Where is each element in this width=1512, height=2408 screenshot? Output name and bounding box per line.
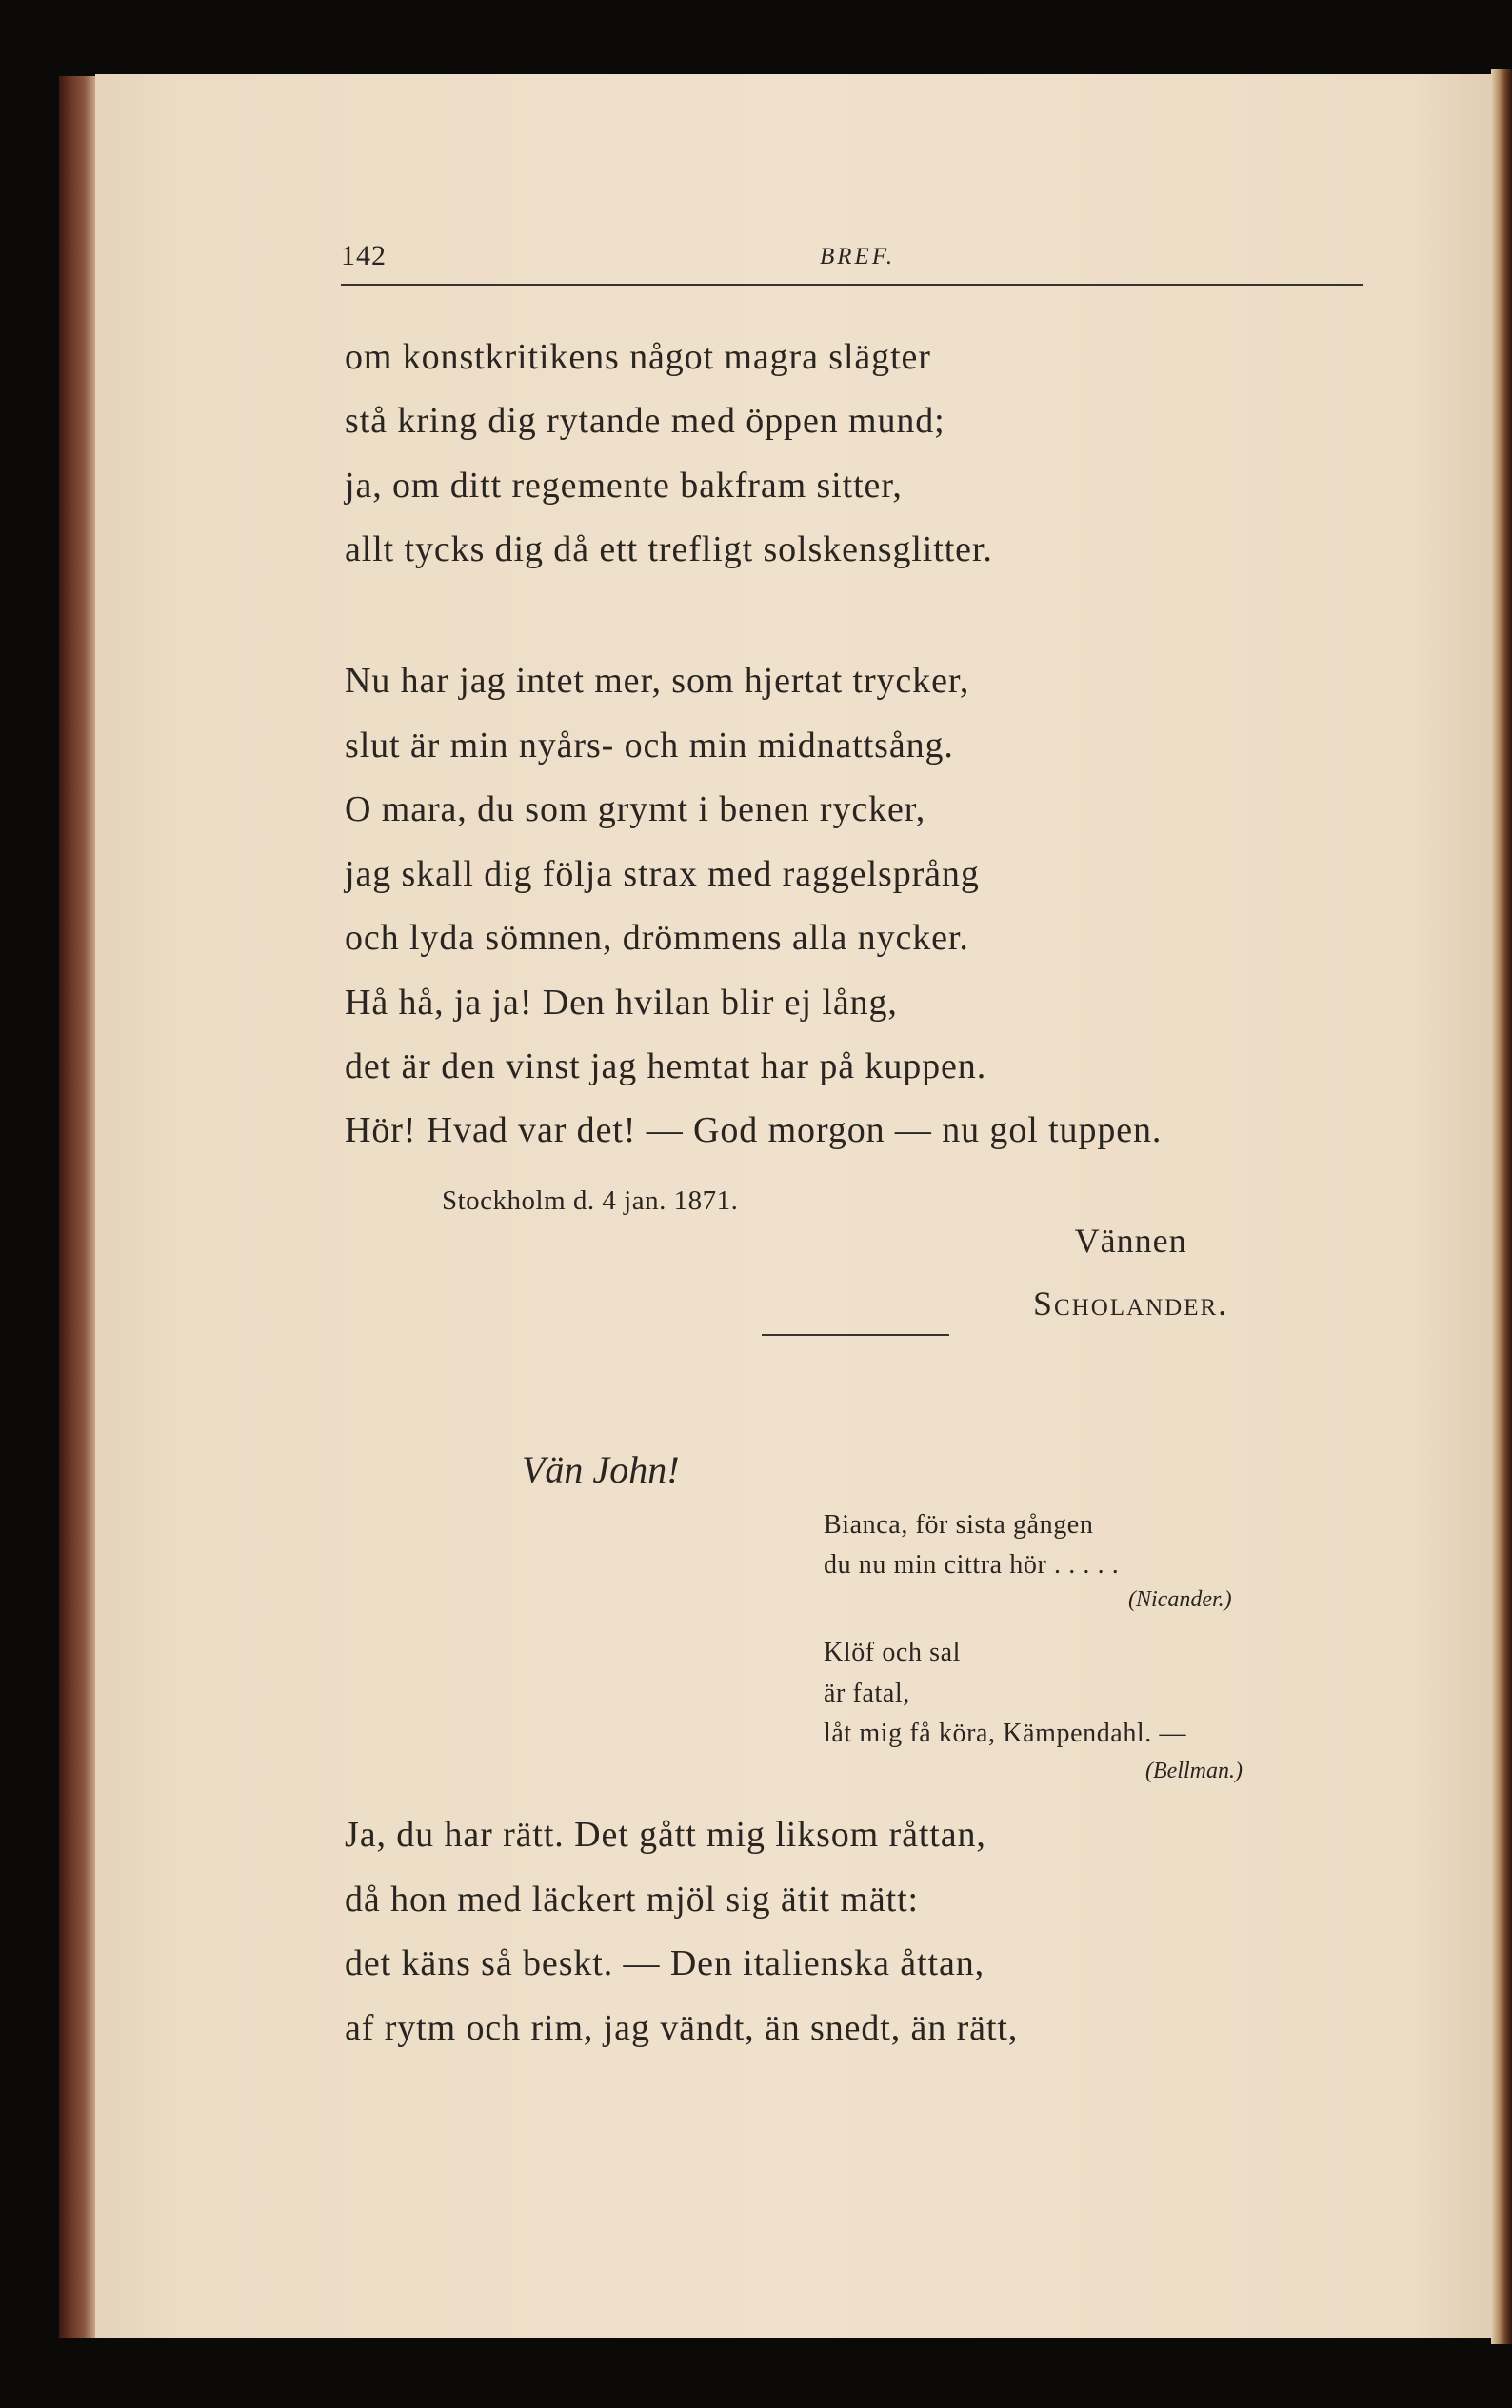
- quote-line: är fatal,: [824, 1679, 910, 1708]
- quote-source: (Nicander.): [1128, 1587, 1232, 1612]
- verse-line: det käns så beskt. — Den italienska åttan,: [345, 1943, 985, 1983]
- verse-line: om konstkritikens något magra slägter: [345, 337, 931, 377]
- signature-block: [1033, 1209, 1228, 1335]
- verse-line: det är den vinst jag hemtat har på kuppen.: [345, 1046, 987, 1086]
- verse-line: ja, om ditt regemente bakfram sitter,: [345, 466, 903, 506]
- verse-line: Ja, du har rätt. Det gått mig liksom råttan,: [345, 1815, 986, 1855]
- valediction: Vännen: [1074, 1222, 1187, 1260]
- verse-line: O mara, du som grymt i benen rycker,: [345, 789, 926, 829]
- verse-line: allt tycks dig då ett trefligt solskensglitter.: [345, 529, 993, 569]
- dateline: Stockholm d. 4 jan. 1871.: [442, 1185, 739, 1216]
- verse-line: stå kring dig rytande med öppen mund;: [345, 401, 945, 441]
- quote-source: (Bellman.): [1145, 1759, 1243, 1783]
- verse-line: Nu har jag intet mer, som hjertat trycker,: [345, 661, 970, 701]
- page-header: [341, 238, 1363, 288]
- header-rule: [341, 284, 1363, 286]
- verse-line: af rytm och rim, jag vändt, än snedt, än rätt,: [345, 2008, 1019, 2048]
- page-number: 142: [341, 240, 387, 271]
- verse-line: slut är min nyårs- och min midnattsång.: [345, 726, 954, 766]
- verse-line: Hå hå, ja ja! Den hvilan blir ej lång,: [345, 983, 898, 1023]
- section-divider: [762, 1334, 949, 1336]
- salutation: Vän John!: [522, 1448, 680, 1491]
- verse-line: då hon med läckert mjöl sig ätit mätt:: [345, 1880, 920, 1920]
- book-binding-right: [1491, 69, 1512, 2344]
- quote-line: du nu min cittra hör . . . . .: [824, 1550, 1120, 1580]
- verse-line: jag skall dig följa strax med raggelsprång: [345, 854, 980, 894]
- verse-line: Hör! Hvad var det! — God morgon — nu gol tuppen.: [345, 1110, 1163, 1150]
- verse-line: och lyda sömnen, drömmens alla nycker.: [345, 918, 969, 958]
- quote-line: Klöf och sal: [824, 1638, 962, 1667]
- quote-line: Bianca, för sista gången: [824, 1510, 1094, 1540]
- running-head: BREF.: [820, 244, 896, 269]
- quote-line: låt mig få köra, Kämpendahl. —: [824, 1719, 1187, 1748]
- signature-name: Scholander.: [1033, 1284, 1229, 1323]
